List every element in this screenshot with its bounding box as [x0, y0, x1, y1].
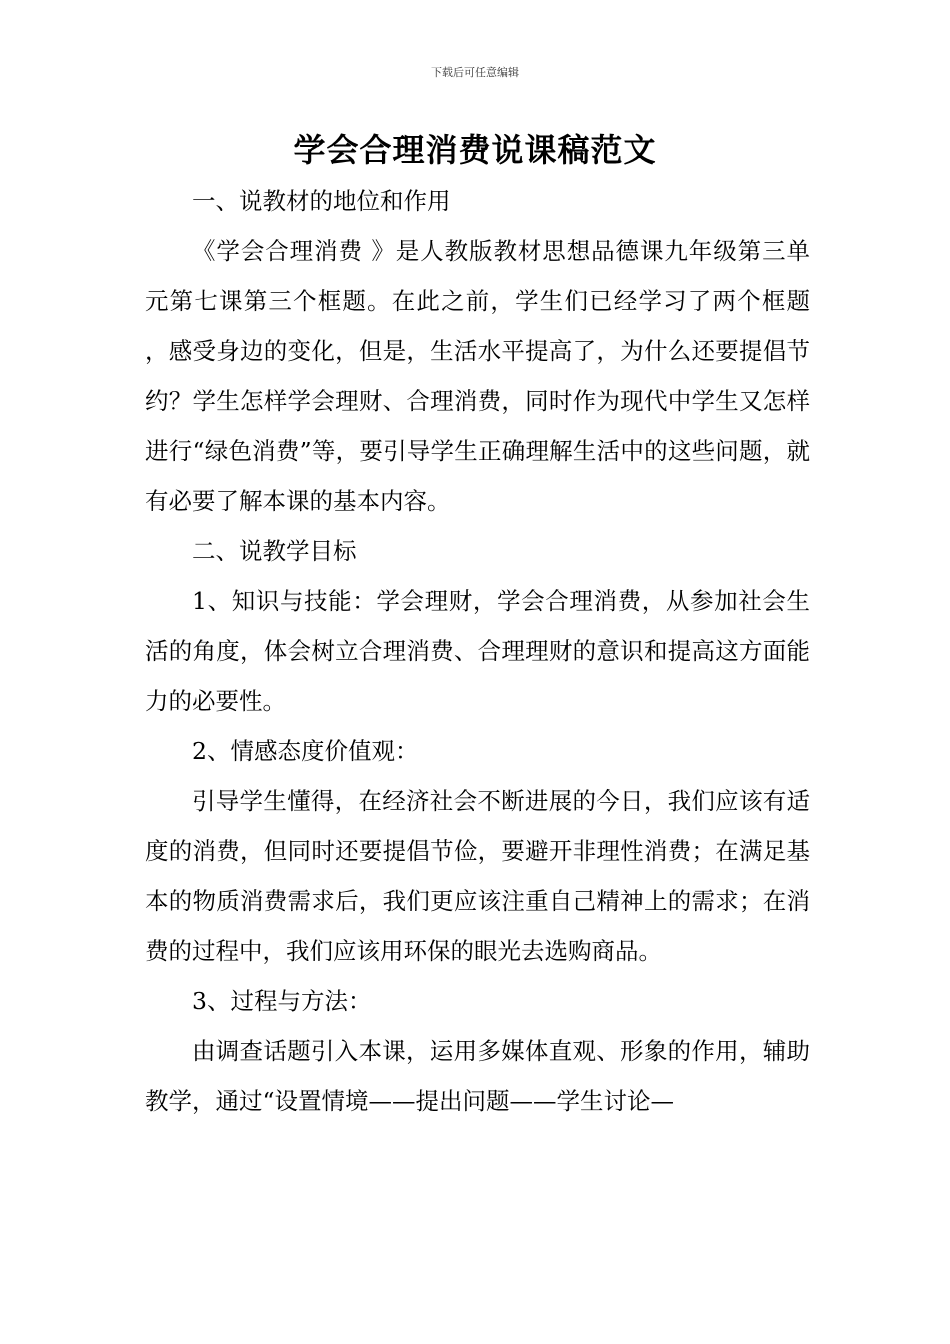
section-heading-2: 二、说教学目标 [192, 537, 357, 565]
subheading-process-methods: 3、过程与方法： [192, 987, 372, 1015]
paragraph-knowledge-skills: 1、知识与技能：学会理财，学会合理消费，从参加社会生活的角度，体会树立合理消费、合理理财的意识和提高这方面能力的必要性。 [145, 587, 810, 715]
document-title: 学会合理消费说课稿范文 [293, 131, 657, 169]
paragraph-values: 引导学生懂得，在经济社会不断进展的今日，我们应该有适度的消费，但同时还要提倡节俭，要避开非理性消费；在满足基本的物质消费需求后，我们更应该注重自己精神上的需求；在消费的过程中，我们应该用环保的眼光去选购商品。 [145, 787, 810, 965]
document-body [145, 176, 810, 1126]
paragraph-process-methods: 由调查话题引入本课，运用多媒体直观、形象的作用，辅助教学，通过“设置情境——提出问题——学生讨论— [145, 1037, 810, 1115]
header-note: 下载后可任意编辑 [431, 66, 519, 79]
section-heading-1: 一、说教材的地位和作用 [192, 187, 451, 215]
paragraph-textbook-position: 《学会合理消费 》是人教版教材思想品德课九年级第三单元第七课第三个框题。在此之前，学生们已经学习了两个框题 ，感受身边的变化，但是，生活水平提高了，为什么还要提倡节约？学生怎样学会理财、合理消费，同时作为现代中学生又怎样进行“绿色消费”等，要引导学生正确理解生活中的这些问题，就有必要了解本课的基本内容。 [145, 237, 810, 515]
subheading-values: 2、情感态度价值观： [192, 737, 419, 765]
